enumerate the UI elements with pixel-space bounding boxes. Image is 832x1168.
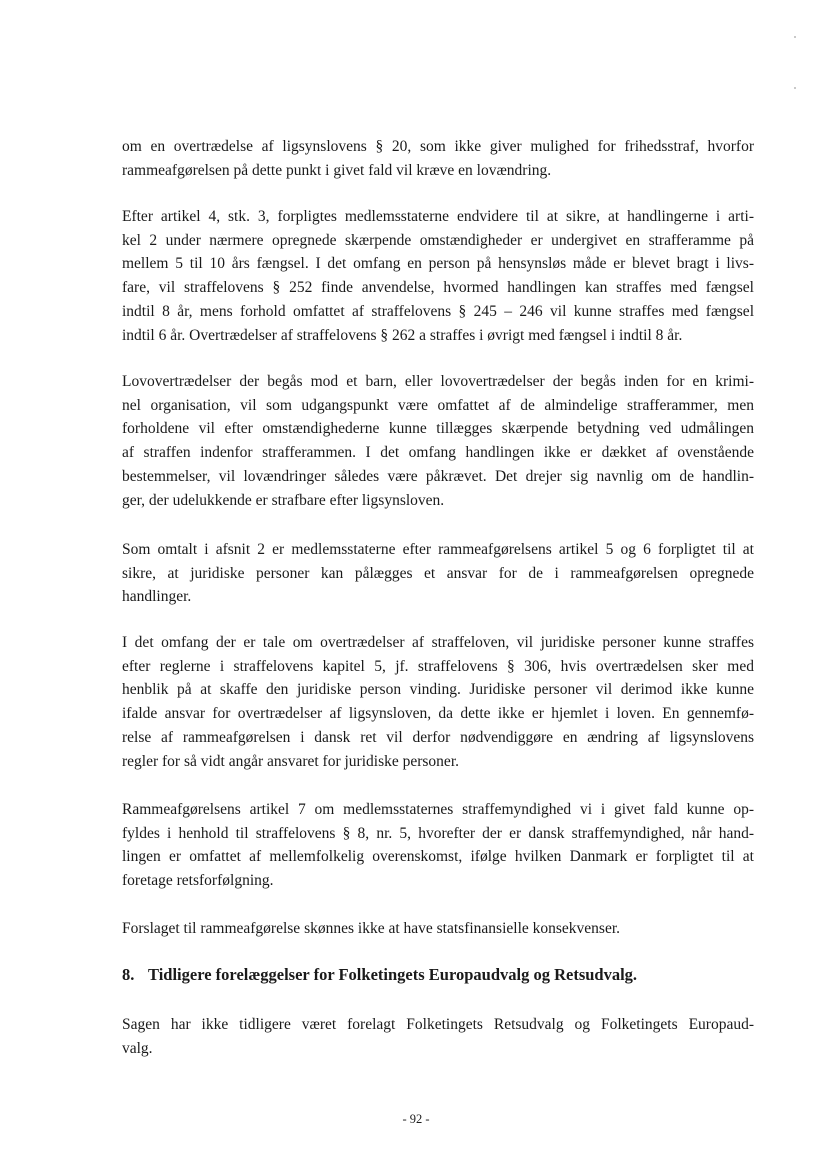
paragraph-statsfinansielle bbox=[122, 917, 754, 941]
scan-speck bbox=[794, 36, 796, 38]
text-line: Efter artikel 4, stk. 3, forpligtes medlemsstaterne endvidere til at sikre, at handlingerne i arti- bbox=[122, 208, 754, 225]
paragraph-artikel-7 bbox=[122, 798, 754, 893]
text-line: efter reglerne i straffelovens kapitel 5, jf. straffelovens § 306, hvis overtrædelsen sker med bbox=[122, 657, 754, 675]
text-line: fare, vil straffelovens § 252 finde anvendelse, hvormed handlingen kan straffes med fængsel bbox=[122, 279, 754, 297]
text-line: indtil 8 år, mens forhold omfattet af straffelovens § 245 – 246 vil kunne straffes med fængsel bbox=[122, 302, 754, 320]
paragraph-lovovertraedelser bbox=[122, 370, 754, 512]
paragraph-ligsynslov-20 bbox=[122, 135, 754, 182]
text-line: I det omfang der er tale om overtrædelser af straffeloven, vil juridiske personer kunne straffes bbox=[122, 634, 754, 651]
section-title: Tidligere forelæggelser for Folketingets Europaudvalg og Retsudvalg. bbox=[148, 965, 638, 984]
paragraph-section-8 bbox=[122, 1013, 754, 1060]
text-line: henblik på at skaffe den juridiske person vinding. Juridiske personer vil derimod ikke kunne bbox=[122, 681, 754, 699]
text-line: Forslaget til rammeafgørelse skønnes ikke at have statsfinansielle konsekvenser. bbox=[122, 920, 621, 937]
text-line: Rammeafgørelsens artikel 7 om medlemsstaternes straffemyndighed vi i givet fald kunne op- bbox=[122, 801, 754, 818]
scan-speck bbox=[794, 87, 796, 89]
text-line: fyldes i henhold til straffelovens § 8, nr. 5, hvorefter der er dansk straffemyndighed, når hand- bbox=[122, 824, 754, 842]
text-line: forholdene vil efter omstændighederne kunne tillægges skærpende betydning ved udmålingen bbox=[122, 420, 754, 438]
text-line: sikre, at juridiske personer kan pålægges et ansvar for de i rammeafgørelsen opregnede bbox=[122, 564, 754, 582]
text-line: ifalde ansvar for overtrædelser af ligsynsloven, da dette ikke er hjemlet i loven. En gennemfø- bbox=[122, 705, 754, 723]
text-line: om en overtrædelse af ligsynslovens § 20, som ikke giver mulighed for frihedsstraf, hvorfor bbox=[122, 138, 754, 155]
text-line: rammeafgørelsen på dette punkt i givet fald vil kræve en lovændring. bbox=[122, 161, 552, 179]
text-line: af straffen indenfor strafferammen. I det omfang handlingen ikke er dækket af ovenstående bbox=[122, 444, 754, 462]
text-line: lingen er omfattet af mellemfolkelig overenskomst, ifølge hvilken Danmark er forpligtet til at bbox=[122, 848, 754, 866]
text-line: Sagen har ikke tidligere været forelagt Folketingets Retsudvalg og Folketingets Europaud- bbox=[122, 1016, 754, 1033]
text-line: indtil 6 år. Overtrædelser af straffelovens § 262 a straffes i øvrigt med fængsel i indtil 8 år. bbox=[122, 326, 683, 344]
paragraph-juridiske-personer bbox=[122, 538, 754, 609]
text-line: bestemmelser, vil lovændringer således være påkrævet. Det drejer sig navnlig om de handlin- bbox=[122, 467, 754, 485]
text-line: Lovovertrædelser der begås mod et barn, eller lovovertrædelser der begås inden for en krimi- bbox=[122, 373, 754, 390]
section-number: 8. bbox=[122, 965, 135, 984]
paragraph-artikel-4 bbox=[122, 205, 754, 347]
text-line: valg. bbox=[122, 1039, 153, 1057]
text-line: foretage retsforfølgning. bbox=[122, 872, 274, 890]
text-line: handlinger. bbox=[122, 588, 192, 606]
text-line: mellem 5 til 10 års fængsel. I det omfang en person på hensynsløs måde er blevet bragt i livs- bbox=[122, 255, 754, 273]
text-line: regler for så vidt angår ansvaret for juridiske personer. bbox=[122, 752, 459, 770]
paragraph-straffeloven-ansvar bbox=[122, 631, 754, 773]
text-line: Som omtalt i afsnit 2 er medlemsstaterne efter rammeafgørelsens artikel 5 og 6 forpligtet til at bbox=[122, 541, 754, 558]
text-line: nel organisation, vil som udgangspunkt være omfattet af de almindelige strafferammer, men bbox=[122, 396, 754, 414]
text-line: ger, der udelukkende er strafbare efter ligsynsloven. bbox=[122, 491, 445, 509]
text-line: relse af rammeafgørelsen i dansk ret vil derfor nødvendiggøre en ændring af ligsynslovens bbox=[122, 728, 754, 746]
section-8-heading bbox=[122, 965, 762, 985]
page-number: - 92 - bbox=[402, 1112, 430, 1126]
text-line: kel 2 under nærmere opregnede skærpende omstændigheder er undergivet en strafferamme på bbox=[122, 231, 754, 249]
